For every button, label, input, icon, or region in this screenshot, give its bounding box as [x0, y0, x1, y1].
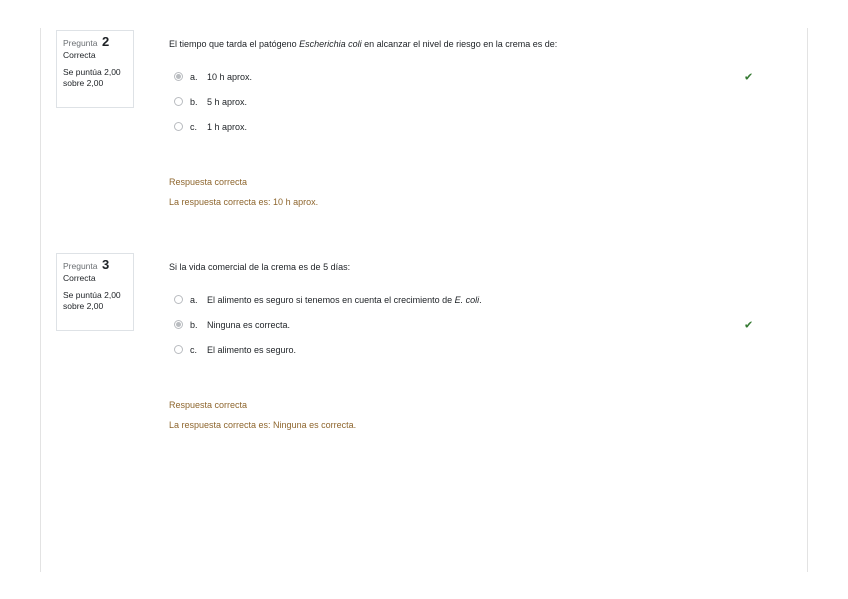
- answer-letter: c.: [190, 344, 198, 355]
- answer-option-b[interactable]: [169, 89, 779, 114]
- answer-option-c[interactable]: [169, 337, 779, 362]
- feedback: [169, 176, 779, 208]
- feedback-text: Respuesta correcta: [169, 177, 248, 187]
- radio-button[interactable]: [174, 345, 183, 354]
- feedback: [169, 399, 779, 431]
- answer-option-a[interactable]: [169, 287, 779, 312]
- question-info: [56, 253, 134, 331]
- answer-text: Ninguna es correcta.: [207, 319, 291, 330]
- answer-list: [169, 64, 779, 139]
- answer-text: 10 h aprox.: [207, 71, 253, 82]
- question-text: El tiempo que tarda el patógeno Escherichia coli en alcanzar el nivel de riesgo en la crema es de:: [169, 39, 558, 49]
- answer-option-c[interactable]: [169, 114, 779, 139]
- question-number: 2: [102, 34, 110, 49]
- answer-letter: b.: [190, 96, 198, 107]
- radio-button[interactable]: [174, 295, 183, 304]
- question-grade: Se puntúa 2,00 sobre 2,00: [63, 290, 121, 311]
- question-info: [56, 30, 134, 108]
- feedback-text: Respuesta correcta: [169, 400, 248, 410]
- check-icon: ✔: [744, 319, 754, 331]
- radio-button[interactable]: [174, 320, 183, 329]
- answer-letter: a.: [190, 71, 198, 82]
- answer-text: 1 h aprox.: [207, 121, 248, 132]
- answer-option-b[interactable]: [169, 312, 779, 337]
- question-content: [169, 38, 779, 208]
- radio-button[interactable]: [174, 72, 183, 81]
- radio-button[interactable]: [174, 97, 183, 106]
- question-grade: Se puntúa 2,00 sobre 2,00: [63, 67, 121, 88]
- question-state: Correcta: [63, 50, 96, 60]
- answer-text: 5 h aprox.: [207, 96, 248, 107]
- question-label: Pregunta: [63, 261, 98, 271]
- question-text: Si la vida comercial de la crema es de 5 días:: [169, 262, 351, 272]
- answer-option-a[interactable]: [169, 64, 779, 89]
- right-answer: La respuesta correcta es: Ninguna es correcta.: [169, 420, 357, 430]
- question-content: [169, 261, 779, 431]
- answer-text: El alimento es seguro.: [207, 344, 297, 355]
- radio-button[interactable]: [174, 122, 183, 131]
- answer-list: [169, 287, 779, 362]
- check-icon: ✔: [744, 71, 754, 83]
- answer-letter: c.: [190, 121, 198, 132]
- question-state: Correcta: [63, 273, 96, 283]
- answer-letter: b.: [190, 319, 198, 330]
- right-answer: La respuesta correcta es: 10 h aprox.: [169, 197, 319, 207]
- answer-letter: a.: [190, 294, 198, 305]
- question-number: 3: [102, 257, 110, 272]
- question-label: Pregunta: [63, 38, 98, 48]
- answer-text: El alimento es seguro si tenemos en cuenta el crecimiento de E. coli.: [207, 294, 482, 305]
